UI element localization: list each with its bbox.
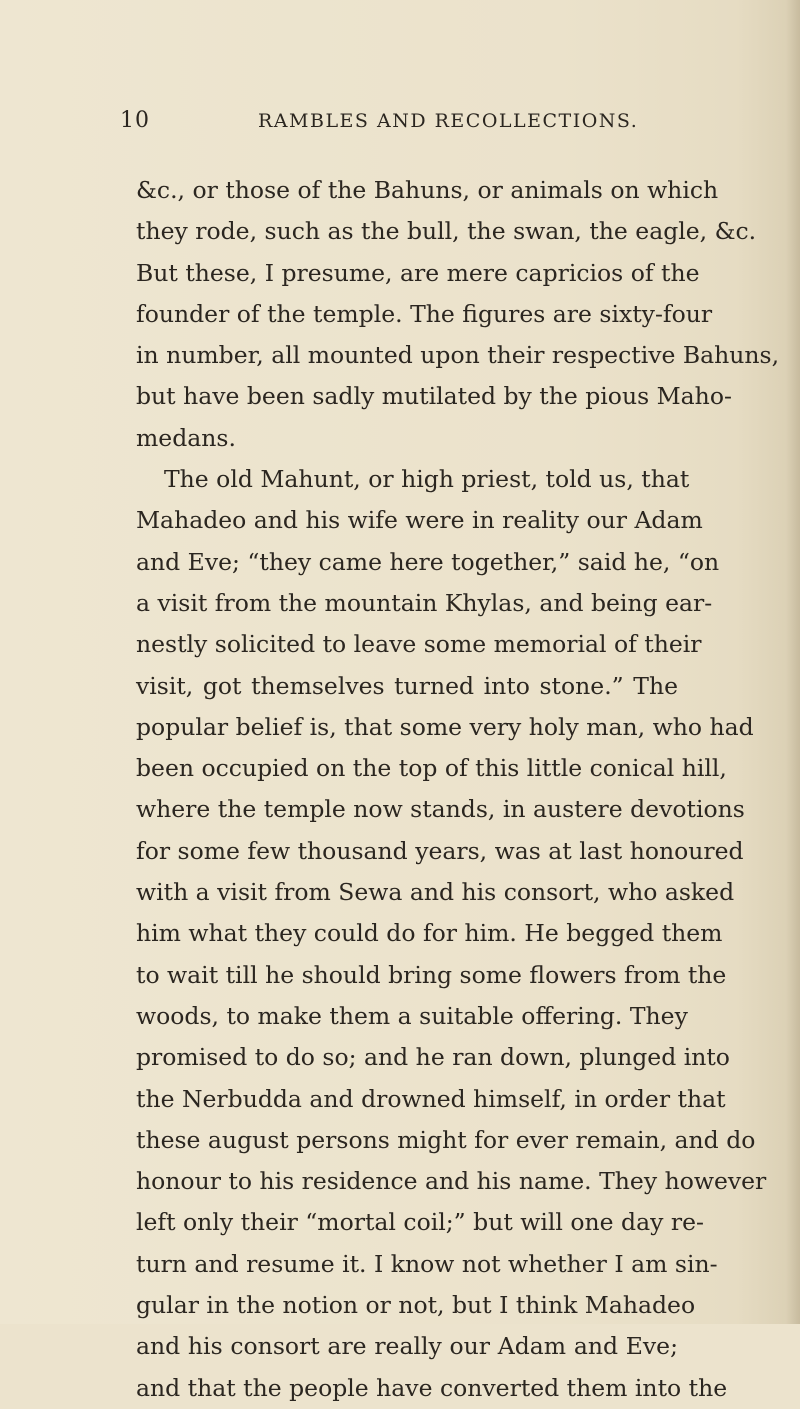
text-line: these august persons might for ever remain, and do bbox=[136, 1125, 756, 1154]
running-header bbox=[120, 108, 680, 138]
text-line: But these, I presume, are mere capricios of the bbox=[136, 258, 700, 287]
text-line: for some few thousand years, was at last honoured bbox=[136, 836, 744, 865]
text-line: and Eve; “they came here together,” said he, “on bbox=[136, 547, 720, 576]
text-line: with a visit from Sewa and his consort, who asked bbox=[136, 878, 735, 907]
text-line: gular in the notion or not, but I think Mahadeo bbox=[136, 1291, 696, 1320]
text-line: left only their “mortal coil;” but will one day re- bbox=[136, 1208, 704, 1237]
text-line: visit, got themselves turned into stone.” The bbox=[136, 671, 678, 700]
paragraph-start-line: The old Mahunt, or high priest, told us, that bbox=[164, 465, 690, 494]
text-line: a visit from the mountain Khylas, and being ear- bbox=[136, 588, 713, 617]
text-line: been occupied on the top of this little conical hill, bbox=[136, 754, 727, 783]
text-line: nestly solicited to leave some memorial of their bbox=[136, 630, 702, 659]
text-line: popular belief is, that some very holy man, who had bbox=[136, 712, 754, 741]
text-line: Mahadeo and his wife were in reality our Adam bbox=[136, 506, 703, 535]
text-line: founder of the temple. The figures are sixty-four bbox=[136, 299, 713, 328]
text-line: and his consort are really our Adam and Eve; bbox=[136, 1332, 678, 1361]
text-line: but have been sadly mutilated by the pious Maho- bbox=[136, 382, 732, 411]
text-line: honour to his residence and his name. They however bbox=[136, 1167, 767, 1196]
text-line: woods, to make them a suitable offering. They bbox=[136, 1001, 688, 1030]
text-line: where the temple now stands, in austere devotions bbox=[136, 795, 745, 824]
text-line: &c., or those of the Bahuns, or animals on which bbox=[136, 176, 719, 204]
running-title: RAMBLES AND RECOLLECTIONS. bbox=[258, 110, 639, 132]
text-line: in number, all mounted upon their respective Bahuns, bbox=[136, 341, 780, 370]
text-line: medans. bbox=[136, 423, 236, 452]
text-line: promised to do so; and he ran down, plunged into bbox=[136, 1043, 730, 1072]
text-line: him what they could do for him. He begged them bbox=[136, 919, 723, 948]
text-line: to wait till he should bring some flowers from the bbox=[136, 960, 727, 989]
body-text bbox=[136, 170, 780, 1409]
text-line: and that the people have converted them into the bbox=[136, 1373, 728, 1402]
text-line: the Nerbudda and drowned himself, in order that bbox=[136, 1084, 726, 1113]
text-line: turn and resume it. I know not whether I am sin- bbox=[136, 1249, 718, 1278]
page-edge-shadow bbox=[786, 0, 800, 1324]
page-number: 10 bbox=[120, 108, 150, 133]
text-line: they rode, such as the bull, the swan, the eagle, &c. bbox=[136, 217, 757, 246]
